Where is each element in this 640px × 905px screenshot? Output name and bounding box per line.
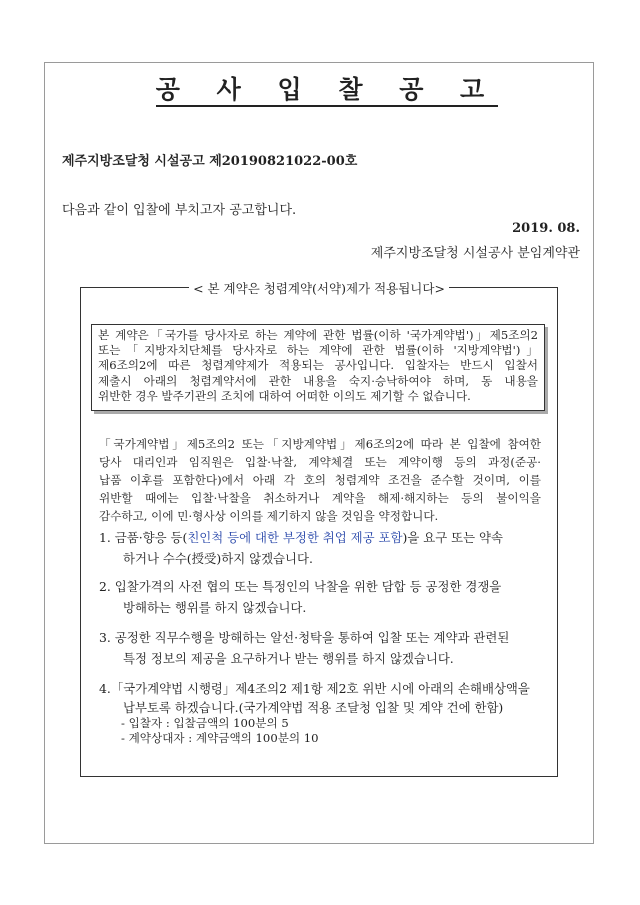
- pledge-line: 당사 대리인과 임직원은 입찰·낙찰, 계약체결 또는 계약이행 등의 과정(준공·: [99, 455, 541, 469]
- notice-line: 제6조의2에 따른 청렴계약제가 적용되는 공사입니다. 입찰자는 반드시 입찰서: [98, 358, 538, 373]
- page-title: 공 사 입 찰 공 고: [0, 70, 640, 106]
- item-line: 하거나 수수(授受)하지 않겠습니다.: [123, 551, 313, 566]
- item-line: 1. 금품·향응 등(친인척 등에 대한 부정한 취업 제공 포함)을 요구 또는 약속: [99, 530, 503, 545]
- pledge-item-1: [99, 527, 545, 569]
- pledge-line: 「국가계약법」제5조의2 또는「지방계약법」제6조의2에 따라 본 입찰에 참여한: [99, 437, 541, 451]
- item-line: 특정 정보의 제공을 요구하거나 받는 행위를 하지 않겠습니다.: [123, 651, 454, 666]
- notice-number: 제주지방조달청 시설공고 제20190821022-00호: [62, 154, 358, 169]
- item-line: 4.「국가계약법 시행령」제4조의2 제1항 제2호 위반 시에 아래의 손해배상액을: [99, 681, 530, 696]
- item-line: 납부토록 하겠습니다.(국가계약법 적용 조달청 입찰 및 계약 건에 한함): [123, 700, 504, 715]
- pledge-line: 위반할 때에는 입찰·낙찰을 취소하거나 계약을 해제·해지하는 등의 불이익을: [99, 491, 541, 505]
- pledge-line: 감수하고, 이에 민·형사상 이의를 제기하지 않을 것임을 약정합니다.: [99, 509, 439, 523]
- item-line: 방해하는 행위를 하지 않겠습니다.: [123, 600, 307, 615]
- item-line: 2. 입찰가격의 사전 협의 또는 특정인의 낙찰을 위한 담합 등 공정한 경쟁을: [99, 579, 502, 594]
- item-highlight: 친인척 등에 대한 부정한 취업 제공 포함: [187, 530, 403, 545]
- item-line: 3. 공정한 직무수행을 방해하는 알선·청탁을 통하여 입찰 또는 계약과 관련된: [99, 630, 510, 645]
- notice-line: 제출시 아래의 청렴계약서에 관한 내용을 숙지·승낙하여야 하며, 동 내용을: [98, 373, 538, 388]
- intro-text: 다음과 같이 입찰에 부치고자 공고합니다.: [62, 203, 297, 218]
- pledge-item-4: [99, 678, 545, 746]
- pledge-line: 납품 이후를 포함한다)에서 아래 각 호의 청렴계약 조건을 준수할 것이며, 이를: [99, 473, 541, 487]
- notice-line: 위반한 경우 발주기관의 조치에 대하여 어떠한 이의도 제기할 수 없습니다.: [98, 388, 471, 403]
- pledge-item-2: [99, 576, 545, 618]
- notice-line: 본 계약은「국가를 당사자로 하는 계약에 관한 법률(이하 '국가계약법')」제5조의2: [98, 328, 538, 342]
- item-subline: - 계약상대자 : 계약금액의 100분의 10: [121, 731, 319, 745]
- notice-date: 2019. 08.: [512, 221, 580, 236]
- notice-line: 또는「지방자치단체를 당사자로 하는 계약에 관한 법률(이하 '지방계약법')」: [98, 343, 538, 358]
- issuer: 제주지방조달청 시설공사 분임계약관: [370, 246, 580, 261]
- box-heading: < 본 계약은 청렴계약(서약)제가 적용됩니다>: [81, 279, 557, 297]
- integrity-notice: [91, 324, 545, 411]
- item-subline: - 입찰자 : 입찰금액의 100분의 5: [121, 716, 289, 730]
- integrity-contract-box: [80, 281, 558, 777]
- pledge-item-3: [99, 627, 545, 669]
